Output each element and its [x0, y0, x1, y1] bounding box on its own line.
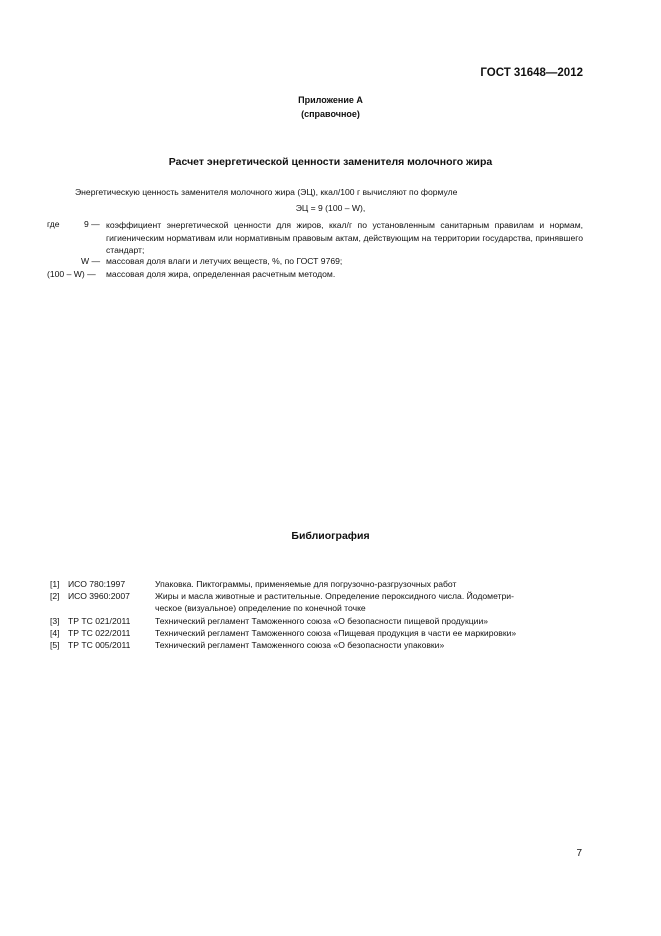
- bib-number: [2]: [50, 591, 60, 601]
- section-title: Расчет энергетической ценности заменителя молочного жира: [168, 156, 493, 168]
- bib-number: [4]: [50, 628, 60, 638]
- document-id: ГОСТ 31648—2012: [480, 67, 583, 79]
- bib-code: ТР ТС 005/2011: [68, 640, 131, 650]
- bib-code: ИСО 3960:2007: [68, 591, 130, 601]
- definition-symbol: 9 —: [84, 219, 100, 229]
- bib-text: Технический регламент Таможенного союза «Пищевая продукция в части ее маркировки»: [155, 628, 517, 638]
- formula: ЭЦ = 9 (100 – W),: [295, 203, 366, 213]
- annex-title: Приложение А: [298, 95, 363, 105]
- bib-text-continued: ческое (визуальное) определение по конечной точке: [155, 603, 366, 613]
- definition-symbol: W —: [81, 256, 101, 266]
- bib-code: ТР ТС 021/2011: [68, 616, 131, 626]
- definition-symbol: (100 – W) —: [47, 269, 96, 279]
- bibliography-title: Библиография: [291, 530, 370, 542]
- definition-text: коэффициент энергетической ценности для жиров, ккал/г по установленным санитарным правилам и нормам, гигиеническим нормативам или нормативным правовым актам, действующим на территории государства, принявшего стандарт;: [106, 220, 583, 255]
- page-number: 7: [576, 848, 582, 859]
- definition-text: массовая доля влаги и летучих веществ, %, по ГОСТ 9769;: [106, 256, 343, 266]
- bib-code: ИСО 780:1997: [68, 579, 126, 589]
- definition-text: массовая доля жира, определенная расчетным методом.: [106, 269, 336, 279]
- bib-number: [3]: [50, 616, 60, 626]
- bib-number: [1]: [50, 579, 60, 589]
- annex-kind: (справочное): [301, 109, 360, 119]
- where-label: где: [47, 219, 60, 229]
- bib-number: [5]: [50, 640, 60, 650]
- bib-text: Технический регламент Таможенного союза «О безопасности пищевой продукции»: [155, 616, 489, 626]
- bib-text: Упаковка. Пиктограммы, применяемые для погрузочно-разгрузочных работ: [155, 579, 457, 589]
- intro-text: Энергетическую ценность заменителя молочного жира (ЭЦ), ккал/100 г вычисляют по формуле: [75, 187, 458, 197]
- bib-code: ТР ТС 022/2011: [68, 628, 131, 638]
- bib-text: Жиры и масла животные и растительные. Определение пероксидного числа. Йодометри-: [155, 591, 514, 601]
- bib-text: Технический регламент Таможенного союза «О безопасности упаковки»: [155, 640, 445, 650]
